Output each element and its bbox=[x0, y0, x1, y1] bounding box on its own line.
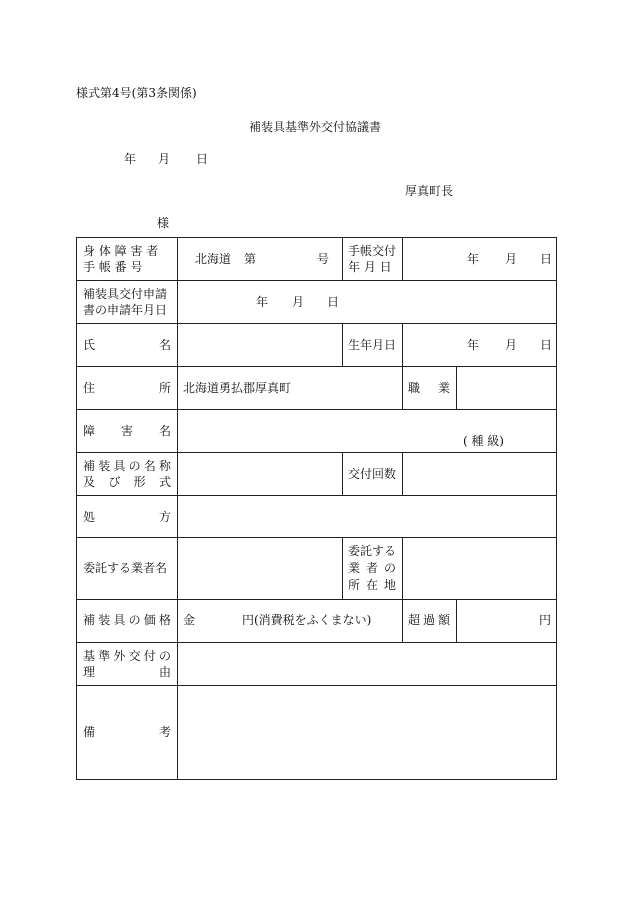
column-divider bbox=[402, 323, 403, 366]
vendor-name-label: 委託する業者名 bbox=[83, 561, 168, 575]
vendor-address-label-line1: 委託する bbox=[348, 544, 397, 558]
column-divider bbox=[402, 366, 403, 409]
date-month: 月 bbox=[158, 152, 171, 166]
prescription-label: 処 方 bbox=[83, 510, 171, 524]
cert-issue-year: 年 bbox=[467, 252, 480, 266]
row-divider bbox=[77, 323, 556, 324]
column-divider bbox=[402, 537, 403, 599]
excess-yen: 円 bbox=[539, 613, 552, 627]
cert-issue-label-line1: 手帳交付 bbox=[348, 244, 397, 258]
birth-year: 年 bbox=[467, 338, 480, 352]
form-number-label: 様式第4号(第3条関係) bbox=[76, 86, 197, 100]
date-year: 年 bbox=[124, 152, 137, 166]
document-title: 補装具基準外交付協議書 bbox=[248, 120, 381, 134]
column-divider bbox=[342, 238, 343, 280]
column-divider bbox=[402, 238, 403, 280]
column-divider bbox=[342, 537, 343, 599]
column-divider bbox=[342, 452, 343, 495]
column-divider bbox=[177, 238, 178, 779]
remarks-label: 備 考 bbox=[83, 725, 171, 739]
cert-go: 号 bbox=[317, 252, 330, 266]
device-name-label-line2: 及 び 形 式 bbox=[83, 475, 171, 489]
excess-amount-label: 超 過 額 bbox=[408, 613, 450, 627]
issue-count-label: 交付回数 bbox=[348, 467, 397, 481]
price-kin: 金 bbox=[183, 613, 196, 627]
application-date-label-line2: 書の申請年月日 bbox=[83, 303, 168, 317]
column-divider bbox=[402, 452, 403, 495]
cert-prefecture: 北海道 bbox=[195, 252, 232, 266]
price-label: 補 装 具 の 価 格 bbox=[83, 613, 171, 627]
addressee-honorific: 様 bbox=[157, 216, 170, 230]
row-divider bbox=[77, 537, 556, 538]
device-name-label-line1: 補 装 具 の 名 称 bbox=[83, 459, 171, 473]
consultation-form-table bbox=[76, 237, 557, 780]
row-divider bbox=[77, 599, 556, 600]
row-divider bbox=[77, 685, 556, 686]
vendor-address-label-line2: 業 者 の bbox=[348, 561, 396, 575]
row-divider bbox=[77, 642, 556, 643]
row-divider bbox=[77, 409, 556, 410]
row-divider bbox=[77, 495, 556, 496]
cert-issue-day: 日 bbox=[540, 252, 553, 266]
birthdate-label: 生年月日 bbox=[348, 338, 397, 352]
address-value: 北海道勇払郡厚真町 bbox=[183, 381, 292, 395]
column-divider bbox=[456, 366, 457, 409]
reason-label-line2: 理 由 bbox=[83, 665, 171, 679]
application-month: 月 bbox=[292, 295, 305, 309]
cert-dai: 第 bbox=[244, 252, 257, 266]
birth-day: 日 bbox=[540, 338, 553, 352]
disability-label: 障 害 名 bbox=[83, 424, 171, 438]
row-divider bbox=[77, 452, 556, 453]
cert-number-label-line1: 身 体 障 害 者 bbox=[83, 244, 159, 258]
column-divider bbox=[456, 599, 457, 642]
occupation-label: 職 業 bbox=[408, 381, 450, 395]
application-date-label-line1: 補装具交付申請 bbox=[83, 287, 168, 301]
issuer-name: 厚真町長 bbox=[405, 184, 454, 198]
application-year: 年 bbox=[256, 295, 269, 309]
address-label: 住 所 bbox=[83, 381, 171, 395]
reason-label-line1: 基 準 外 交 付 の bbox=[83, 649, 171, 663]
column-divider bbox=[342, 323, 343, 366]
row-divider bbox=[77, 366, 556, 367]
disability-grade: ( 種 級) bbox=[463, 434, 504, 448]
cert-issue-month: 月 bbox=[505, 252, 518, 266]
vendor-address-label-line3: 所 在 地 bbox=[348, 578, 396, 592]
cert-issue-label-line2: 年 月 日 bbox=[348, 260, 392, 274]
cert-number-label-line2: 手 帳 番 号 bbox=[83, 260, 143, 274]
birth-month: 月 bbox=[505, 338, 518, 352]
row-divider bbox=[77, 280, 556, 281]
name-label: 氏 名 bbox=[83, 338, 171, 352]
column-divider bbox=[402, 599, 403, 642]
application-day: 日 bbox=[327, 295, 340, 309]
price-yen-note: 円(消費税をふくまない) bbox=[242, 613, 372, 627]
date-day: 日 bbox=[196, 152, 209, 166]
